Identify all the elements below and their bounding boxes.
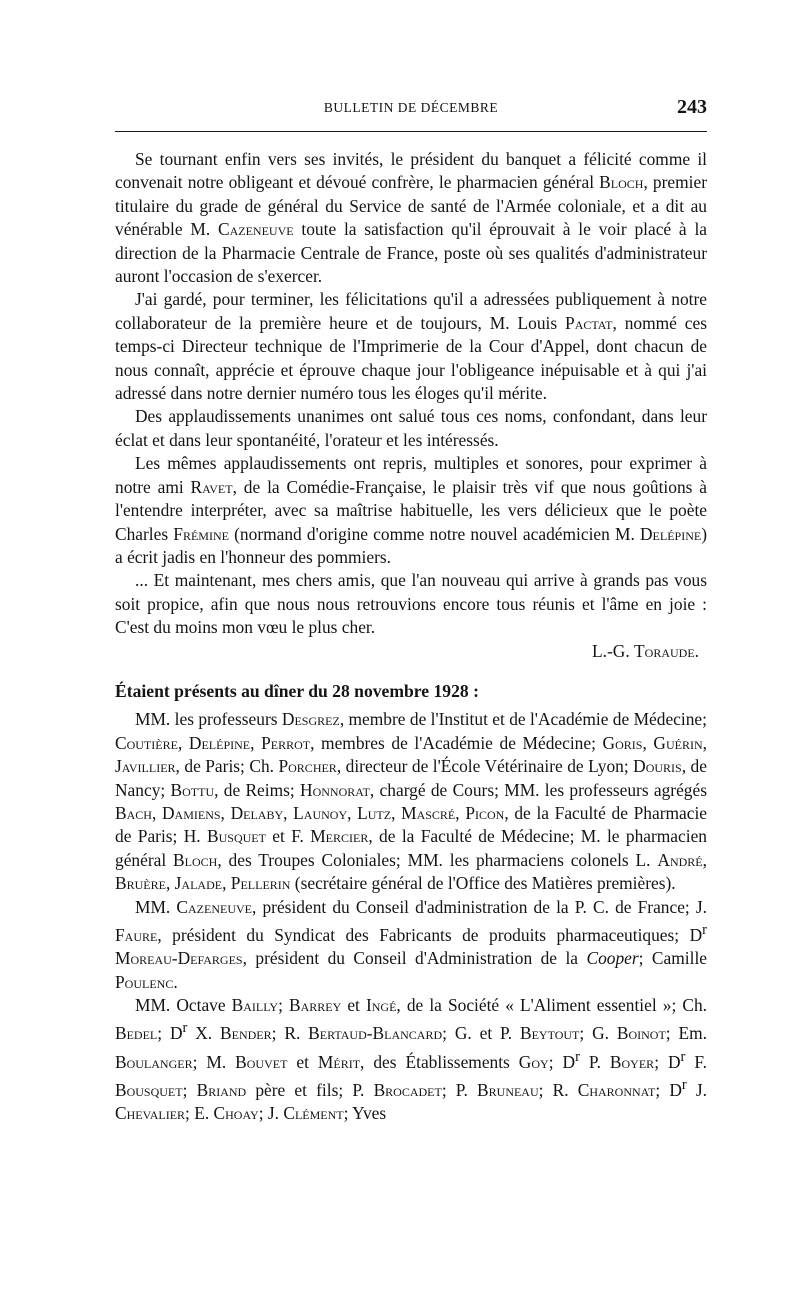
person-name: Bloch bbox=[599, 172, 644, 193]
paragraph-1: Se tournant enfin vers ses invités, le président du banquet a félicité comme il convenait notre obligeant et dévoué confrère, le pharmacien général Bloch, premier titulaire du grade de général du Service de santé de l'Armée coloniale, et a dit au vénérable M. Cazeneuve toute la satisfaction qu'il éprouvait à le voir placé à la direction de la Pharmacie Centrale de France, poste où ses qualités d'administrateur auront l'occasion de s'exercer. bbox=[115, 149, 707, 287]
attendees-paragraph-2: MM. Cazeneuve, président du Conseil d'administration de la P. C. de France; J. Faure, président du Syndicat des Fabricants de produits pharmaceutiques; $D^r$ Moreau-Defarges, président du Conseil d'Administration de la Cooper; Camille Poulenc. bbox=[115, 896, 707, 992]
running-head bbox=[115, 96, 707, 126]
running-title: BULLETIN DE DÉCEMBRE bbox=[323, 100, 499, 115]
section-heading: Étaient présents au dîner du 28 novembre 1928 : bbox=[115, 680, 479, 701]
person-name: Cazeneuve bbox=[218, 219, 294, 240]
person-name: Ravet bbox=[190, 476, 233, 497]
paragraph-3: Des applaudissements unanimes ont salué tous ces noms, confondant, dans leur éclat et dans leur spontanéité, l'orateur et les intéressés. bbox=[115, 406, 707, 450]
person-name: Frémine bbox=[173, 523, 229, 544]
person-name: Delépine bbox=[639, 523, 702, 544]
attendees-paragraph-3: MM. Octave Bailly; Barrey et Ingé, de la Société « L'Aliment essentiel »; Ch. Bedel; $D^r$ X. Bender; R. Bertaud-Blancard; G. et P. Beytout; G. Boinot; Em. Boulanger; M. Bouvet et Mérit, des Établissements Goy; $D^r$ P. Boyer; $D^r$ F. Bousquet; Briand père et fils; P. Brocadet; P. Bruneau; R. Charonnat; $D^r$ J. Chevalier; E. Choay; J. Clément; Yves bbox=[115, 995, 707, 1124]
page-number: 243 bbox=[677, 96, 707, 118]
article-body bbox=[115, 148, 707, 1125]
paragraph-2: J'ai gardé, pour terminer, les félicitations qu'il a adressées publiquement à notre collaborateur de la première heure et de toujours, M. Louis Pactat, nommé ces temps-ci Directeur technique de l'Imprimerie de la Cour d'Appel, dont chacun de nous connaît, apprécie et éprouve chaque jour l'obligeance inépuisable et à qui j'ai adressé dans notre dernier numéro tous les éloges qu'il mérite. bbox=[115, 289, 707, 404]
person-name: Pactat bbox=[565, 312, 613, 333]
paragraph-5: ... Et maintenant, mes chers amis, que l'an nouveau qui arrive à grands pas vous soit propice, afin que nous nous retrouvions encore tous réunis et l'âme en joie : C'est du moins mon vœu le plus cher. bbox=[115, 570, 707, 638]
signature: L.-G. Toraude. bbox=[592, 640, 699, 661]
attendees-paragraph-1: MM. les professeurs Desgrez, membre de l'Institut et de l'Académie de Médecine; Coutière, Delépine, Perrot, membres de l'Académie de Médecine; Goris, Guérin, Javillier, de Paris; Ch. Porcher, directeur de l'École Vétérinaire de Lyon; Douris, de Nancy; Bottu, de Reims; Honnorat, chargé de Cours; MM. les professeurs agrégés Bach, Damiens, Delaby, Launoy, Lutz, Mascré, Picon, de la Faculté de Pharmacie de Paris; H. Busquet et F. Mercier, de la Faculté de Médecine; M. le pharmacien général Bloch, des Troupes Coloniales; MM. les pharmaciens colonels L. André, Bruère, Jalade, Pellerin (secrétaire général de l'Office des Matières premières). bbox=[115, 709, 708, 894]
header-rule bbox=[115, 131, 707, 132]
paragraph-4: Les mêmes applaudissements ont repris, multiples et sonores, pour exprimer à notre ami Ravet, de la Comédie-Française, le plaisir très vif que nous goûtions à l'entendre interpréter, avec sa maîtrise habituelle, les vers délicieux que le poète Charles Frémine (normand d'origine comme notre nouvel académicien M. Delépine) a écrit jadis en l'honneur des pommiers. bbox=[115, 453, 707, 567]
